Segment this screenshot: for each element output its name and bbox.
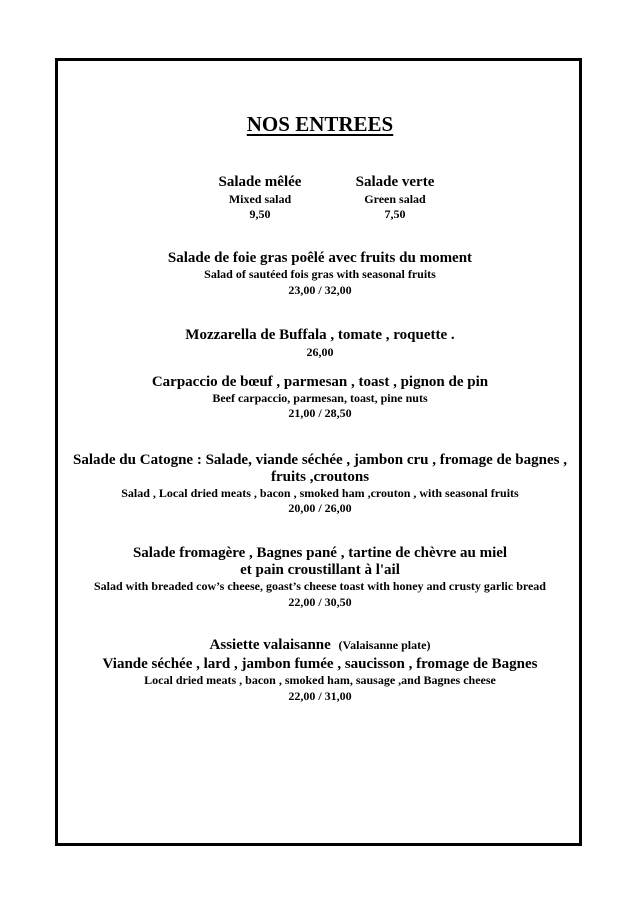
valaisanne-price: 22,00 / 31,00 bbox=[288, 689, 352, 703]
carpaccio-price: 21,00 / 28,50 bbox=[288, 406, 352, 420]
item-salade-melee bbox=[205, 175, 315, 220]
catogne-name-en: Salad , Local dried meats , bacon , smoked ham ,crouton , with seasonal fruits bbox=[121, 486, 519, 500]
item-name-fr: Salade verte bbox=[355, 174, 435, 190]
valaisanne-name-en: Local dried meats , bacon , smoked ham, sausage ,and Bagnes cheese bbox=[144, 673, 496, 687]
item-name-fr: Salade mêlée bbox=[218, 174, 302, 190]
carpaccio-name-fr: Carpaccio de bœuf , parmesan , toast , pignon de pin bbox=[151, 374, 489, 390]
mozzarella-name-fr: Mozzarella de Buffala , tomate , roquette . bbox=[185, 327, 455, 343]
valaisanne-name-fr-line2: Viande séchée , lard , jambon fumée , saucisson , fromage de Bagnes bbox=[102, 656, 538, 672]
fromagere-name-en: Salad with breaded cow’s cheese, goast’s cheese toast with honey and crusty garlic bread bbox=[94, 579, 546, 593]
foie-gras-name-fr: Salade de foie gras poêlé avec fruits du moment bbox=[167, 250, 473, 266]
fromagere-name-fr-line1: Salade fromagère , Bagnes pané , tartine de chèvre au miel bbox=[132, 545, 508, 561]
item-name-en: Green salad bbox=[364, 192, 426, 206]
valaisanne-note: (Valaisanne plate) bbox=[338, 638, 431, 652]
foie-gras-name-en: Salad of sautéed fois gras with seasonal fruits bbox=[204, 267, 436, 281]
valaisanne-name-fr: Assiette valaisanne bbox=[209, 637, 331, 653]
valaisanne-title-line bbox=[0, 638, 640, 653]
catogne-price: 20,00 / 26,00 bbox=[288, 501, 352, 515]
mozzarella-price: 26,00 bbox=[306, 345, 334, 359]
carpaccio-name-en: Beef carpaccio, parmesan, toast, pine nuts bbox=[212, 391, 428, 405]
catogne-name-fr-line2: fruits ,croutons bbox=[270, 469, 370, 485]
item-salade-verte bbox=[340, 175, 450, 220]
fromagere-price: 22,00 / 30,50 bbox=[288, 595, 352, 609]
menu-title: NOS ENTREES bbox=[246, 112, 394, 136]
item-price: 9,50 bbox=[249, 207, 271, 221]
catogne-name-fr-line1: Salade du Catogne : Salade, viande séchée , jambon cru , fromage de bagnes , bbox=[73, 452, 567, 468]
foie-gras-price: 23,00 / 32,00 bbox=[288, 283, 352, 297]
item-name-en: Mixed salad bbox=[228, 192, 292, 206]
fromagere-name-fr-line2: et pain croustillant à l'ail bbox=[240, 562, 400, 578]
item-price: 7,50 bbox=[384, 207, 406, 221]
